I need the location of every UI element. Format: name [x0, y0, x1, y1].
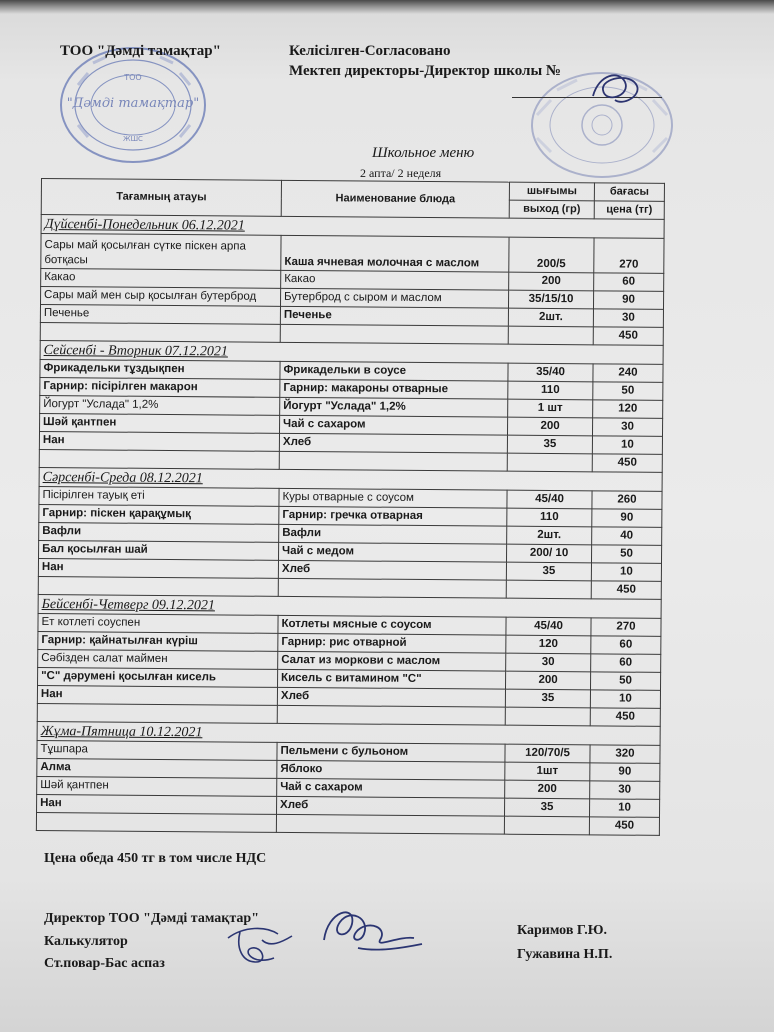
dish-ru: Какао: [281, 270, 509, 290]
agreed-label: Келісілген-Согласовано: [289, 43, 451, 59]
dish-kk: Ет котлеті соуспен: [38, 613, 278, 633]
dish-price: 60: [594, 273, 664, 292]
dish-price: 120: [593, 400, 663, 419]
dish-ru: Чай с медом: [279, 542, 507, 562]
dish-ru: Гарнир: гречка отварная: [279, 506, 507, 526]
day-total: 450: [589, 817, 659, 836]
dish-ru: Гарнир: рис отварной: [278, 633, 506, 653]
dish-output: 45/40: [507, 490, 592, 509]
dish-price: 10: [592, 436, 662, 455]
dish-kk: Нан: [38, 558, 278, 578]
dish-price: 240: [593, 364, 663, 383]
dish-kk: "С" дәрумені қосылған кисель: [38, 667, 278, 687]
dish-ru: Котлеты мясные с соусом: [278, 615, 506, 635]
footer-name-chef: Гужавина Н.П.: [517, 947, 613, 962]
total-row: [36, 812, 659, 835]
day-title: Сейсенбі - Вторник 07.12.2021: [40, 340, 663, 364]
day-title: Сәрсенбі-Среда 08.12.2021: [39, 467, 662, 491]
dish-kk: Шәй қантпен: [37, 776, 277, 796]
footer-director-label: Директор ТОО "Дәмді тамақтар": [44, 911, 259, 926]
dish-price: 270: [591, 618, 661, 637]
dish-ru: Хлеб: [277, 796, 505, 816]
dish-price: 50: [590, 672, 660, 691]
dish-price: 270: [594, 238, 664, 274]
col-output-ru: выход (гр): [509, 200, 594, 219]
footer-chef-label: Ст.повар-Бас аспаз: [44, 956, 165, 971]
dish-kk: Гарнир: қайнатылған күріш: [38, 631, 278, 651]
dish-ru: Хлеб: [279, 433, 507, 453]
stamp-brand: "Дәмді тамақтар": [66, 96, 200, 111]
col-name-kk: Тағамның атауы: [41, 179, 281, 217]
footer-calculator-label: Калькулятор: [44, 934, 128, 949]
col-price-kk: бағасы: [594, 183, 664, 202]
dish-output: 200: [505, 780, 590, 799]
stamp-bottom-label: ЖШС: [123, 135, 143, 143]
dish-ru: Яблоко: [277, 760, 505, 780]
director-signature: [585, 66, 645, 110]
dish-ru: Каша ячневая молочная с маслом: [281, 235, 509, 272]
dish-ru: Йогурт "Услада" 1,2%: [280, 397, 508, 417]
day-total: 450: [592, 454, 662, 473]
dish-kk: Тұшпара: [37, 740, 277, 760]
price-note: Цена обеда 450 тг в том числе НДС: [44, 851, 267, 866]
dish-kk: Вафли: [39, 522, 279, 542]
dish-output: 45/40: [506, 617, 591, 636]
dish-output: 35: [507, 435, 592, 454]
dish-ru: Хлеб: [277, 687, 505, 707]
dish-price: 320: [590, 745, 660, 764]
dish-ru: Чай с сахаром: [280, 415, 508, 435]
dish-price: 50: [591, 545, 661, 564]
signature-director: [318, 900, 428, 962]
dish-price: 40: [592, 527, 662, 546]
day-total: 450: [590, 708, 660, 727]
dish-output: 200: [505, 671, 590, 690]
dish-price: 10: [589, 799, 659, 818]
dish-output: 1 шт: [508, 399, 593, 418]
dish-output: 35: [505, 798, 590, 817]
dish-output: 110: [508, 381, 593, 400]
dish-price: 50: [593, 382, 663, 401]
dish-ru: Пельмени с бульоном: [277, 742, 505, 762]
day-total: 450: [591, 581, 661, 600]
school-director-label: Мектеп директоры-Директор школы №: [289, 63, 561, 79]
dish-price: 60: [591, 654, 661, 673]
day-title: Дүйсенбі-Понедельник 06.12.2021: [41, 215, 664, 239]
dish-output: 120: [506, 635, 591, 654]
dish-kk: Нан: [37, 794, 277, 814]
dish-kk: Фрикадельки тұздықпен: [40, 359, 280, 379]
dish-kk: Йогурт "Услада" 1,2%: [40, 395, 280, 415]
dish-ru: Вафли: [279, 524, 507, 544]
dish-output: 2шт.: [508, 308, 593, 327]
dish-output: 2шт.: [507, 526, 592, 545]
dish-price: 30: [590, 781, 660, 800]
dish-output: 30: [506, 653, 591, 672]
stamp-top-label: ТОО: [124, 73, 142, 82]
dish-ru: Кисель с витамином "С": [278, 669, 506, 689]
dish-price: 10: [591, 563, 661, 582]
dish-kk: Сары май қосылған сүтке піскен арпа ботқасы: [41, 234, 281, 271]
day-title: Бейсенбі-Четверг 09.12.2021: [38, 594, 661, 618]
dish-kk: Шәй қантпен: [40, 413, 280, 433]
dish-kk: Бал қосылған шай: [39, 540, 279, 560]
dish-ru: Гарнир: макароны отварные: [280, 379, 508, 399]
dish-kk: Сәбізден салат маймен: [38, 649, 278, 669]
dish-output: 35/15/10: [508, 290, 593, 309]
dish-output: 200/5: [509, 237, 594, 273]
dish-kk: Сары май мен сыр қосылған бутерброд: [41, 287, 281, 307]
day-total: 450: [593, 327, 663, 346]
page-edge-shadow: [0, 0, 774, 14]
signature-calculator: [222, 918, 302, 970]
dish-ru: Фрикадельки в соусе: [280, 361, 508, 381]
dish-output: 200: [507, 417, 592, 436]
menu-title: Школьное меню: [372, 145, 475, 161]
dish-kk: Пісірілген тауық еті: [39, 486, 279, 506]
col-name-ru: Наименование блюда: [281, 180, 509, 218]
dish-ru: Печенье: [280, 306, 508, 326]
footer-name-director: Каримов Г.Ю.: [517, 923, 607, 938]
dish-kk: Гарнир: пісірілген макарон: [40, 377, 280, 397]
dish-price: 90: [590, 763, 660, 782]
dish-price: 90: [592, 509, 662, 528]
day-title: Жұма-Пятница 10.12.2021: [37, 721, 660, 745]
dish-kk: Печенье: [40, 305, 280, 325]
dish-output: 200/ 10: [506, 544, 591, 563]
col-price-ru: цена (тг): [594, 201, 664, 220]
dish-price: 30: [592, 418, 662, 437]
table-header-row: [41, 179, 664, 202]
dish-output: 1шт: [505, 762, 590, 781]
dish-ru: Куры отварные с соусом: [279, 488, 507, 508]
dish-kk: Гарнир: піскен қарақұмық: [39, 504, 279, 524]
company-name: ТОО "Дәмді тамақтар": [60, 43, 221, 59]
dish-output: 120/70/5: [505, 744, 590, 763]
week-label: 2 апта/ 2 неделя: [360, 166, 442, 180]
dish-price: 10: [590, 690, 660, 709]
dish-kk: Нан: [37, 685, 277, 705]
dish-output: 35: [506, 562, 591, 581]
menu-table: [36, 178, 665, 836]
dish-ru: Бутерброд с сыром и маслом: [280, 288, 508, 308]
dish-kk: Нан: [39, 431, 279, 451]
dish-price: 30: [593, 309, 663, 328]
dish-kk: Какао: [41, 269, 281, 289]
dish-ru: Чай с сахаром: [277, 778, 505, 798]
table-row: [41, 234, 664, 274]
dish-output: 110: [507, 508, 592, 527]
dish-ru: Хлеб: [278, 560, 506, 580]
dish-price: 260: [592, 491, 662, 510]
dish-price: 60: [591, 636, 661, 655]
dish-price: 90: [593, 291, 663, 310]
dish-kk: Алма: [37, 758, 277, 778]
dish-ru: Салат из моркови с маслом: [278, 651, 506, 671]
dish-output: 35: [505, 689, 590, 708]
col-output-kk: шығымы: [509, 182, 594, 201]
company-stamp: [58, 45, 208, 165]
dish-output: 200: [509, 272, 594, 291]
dish-output: 35/40: [508, 363, 593, 382]
